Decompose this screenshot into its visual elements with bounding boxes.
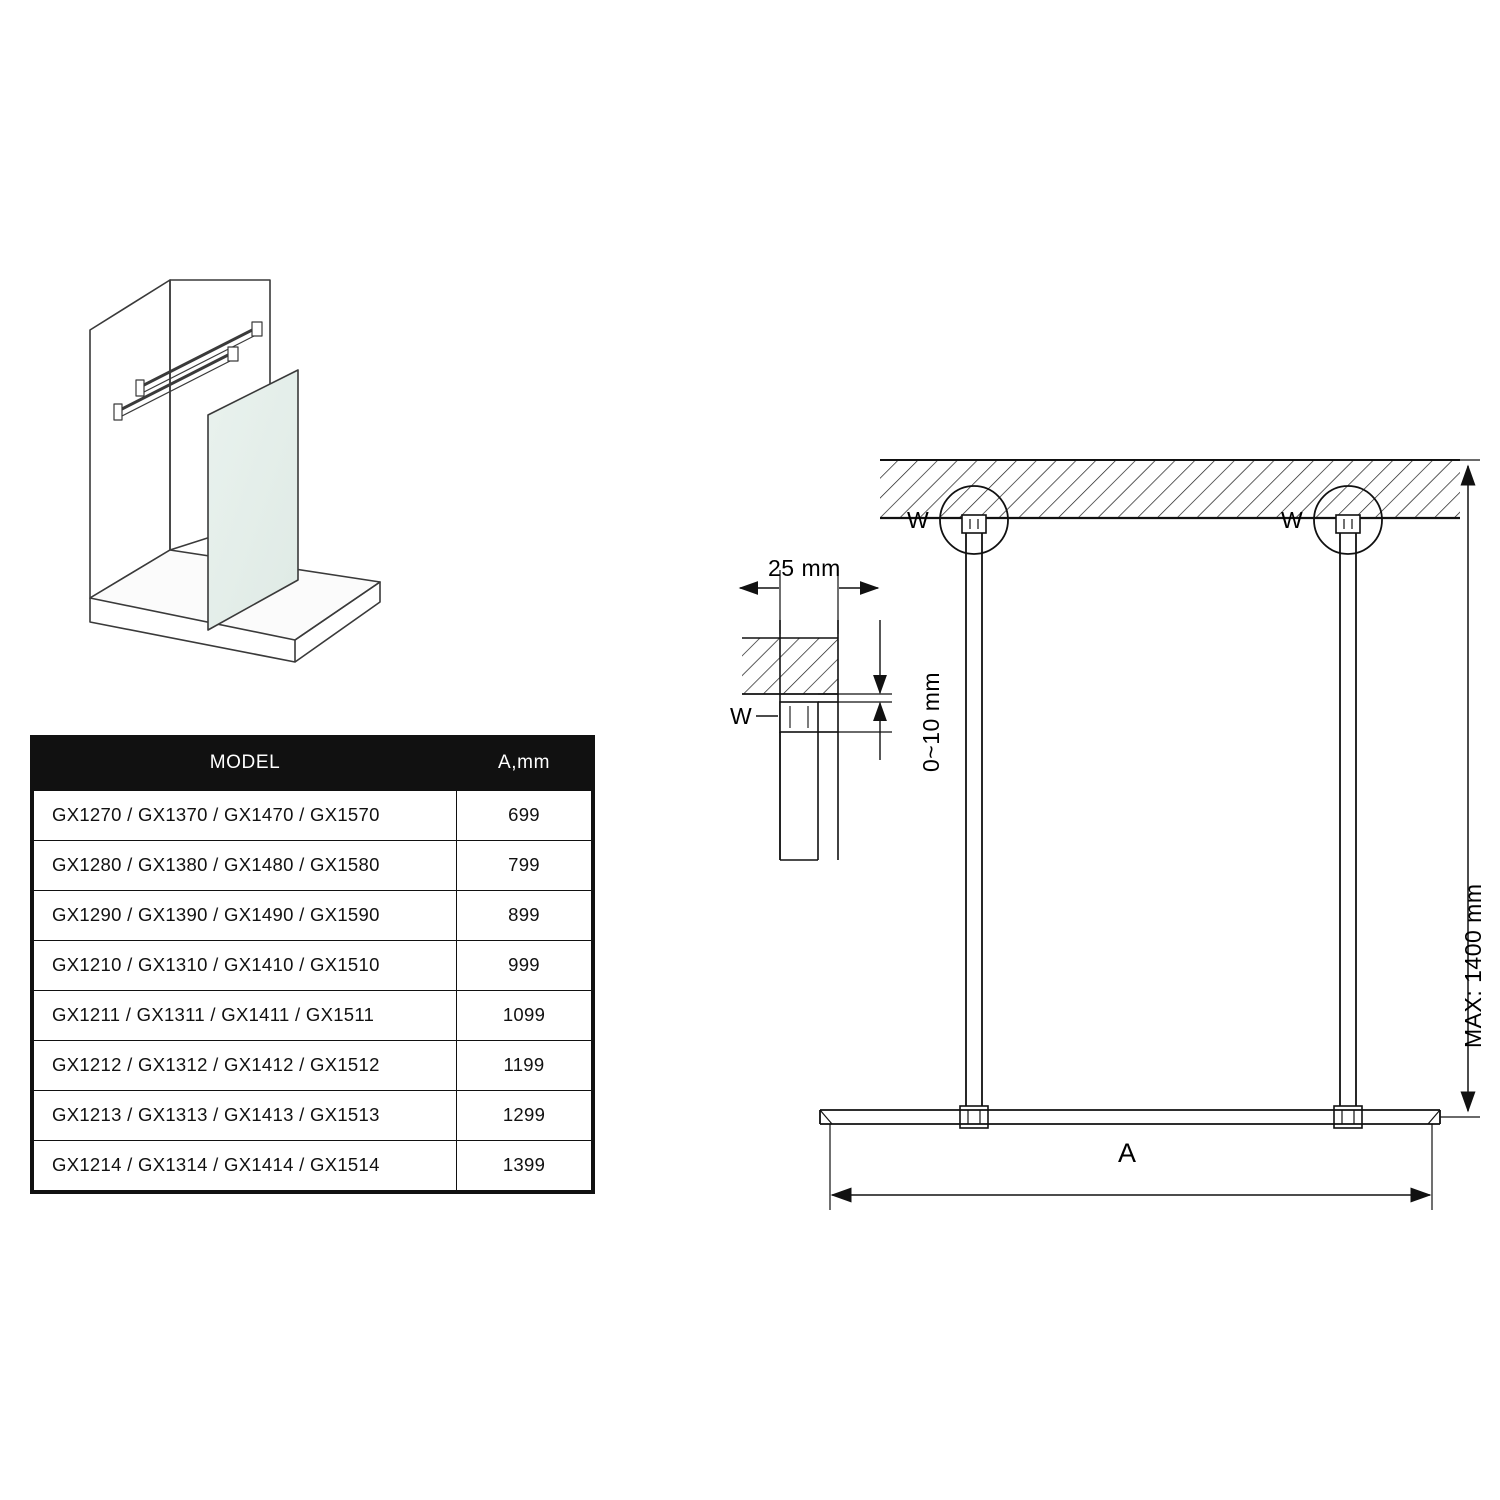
- dimension-drawing: [720, 420, 1486, 1270]
- cell-model: GX1280 / GX1380 / GX1480 / GX1580: [34, 841, 457, 891]
- cell-model: GX1213 / GX1313 / GX1413 / GX1513: [34, 1091, 457, 1141]
- front-view-w-right-label: W: [1281, 507, 1304, 533]
- table-row: [34, 1141, 592, 1191]
- model-spec-table: [30, 735, 595, 1194]
- cell-a: 899: [457, 891, 592, 941]
- detail-dimension-25mm-label: 25 mm: [768, 555, 841, 581]
- column-header-a-mm: A,mm: [457, 738, 592, 791]
- cell-model: GX1214 / GX1314 / GX1414 / GX1514: [34, 1141, 457, 1191]
- detail-w-label: W: [730, 703, 753, 729]
- cell-model: GX1290 / GX1390 / GX1490 / GX1590: [34, 891, 457, 941]
- detail-dimension-gap-label: 0~10 mm: [918, 671, 944, 772]
- table-row: [34, 1041, 592, 1091]
- table-row: [34, 791, 592, 841]
- cell-a: 1299: [457, 1091, 592, 1141]
- cell-model: GX1270 / GX1370 / GX1470 / GX1570: [34, 791, 457, 841]
- height-dimension-label: MAX: 1400 mm: [1460, 883, 1486, 1048]
- table-row: [34, 841, 592, 891]
- cell-model: GX1211 / GX1311 / GX1411 / GX1511: [34, 991, 457, 1041]
- cell-a: 1099: [457, 991, 592, 1041]
- table-row: [34, 941, 592, 991]
- isometric-shower-illustration: [80, 250, 460, 680]
- front-view-w-left-label: W: [907, 507, 930, 533]
- table-row: [34, 891, 592, 941]
- column-header-model: MODEL: [34, 738, 457, 791]
- dimension-drawing-svg: [720, 420, 1480, 1270]
- table-header-row: [34, 738, 592, 791]
- table-row: [34, 1091, 592, 1141]
- cell-a: 999: [457, 941, 592, 991]
- isometric-svg: [80, 250, 460, 680]
- cell-a: 1199: [457, 1041, 592, 1091]
- cell-a: 699: [457, 791, 592, 841]
- cell-a: 799: [457, 841, 592, 891]
- cell-model: GX1212 / GX1312 / GX1412 / GX1512: [34, 1041, 457, 1091]
- table-row: [34, 991, 592, 1041]
- width-dimension-label: A: [1118, 1138, 1137, 1168]
- cell-model: GX1210 / GX1310 / GX1410 / GX1510: [34, 941, 457, 991]
- cell-a: 1399: [457, 1141, 592, 1191]
